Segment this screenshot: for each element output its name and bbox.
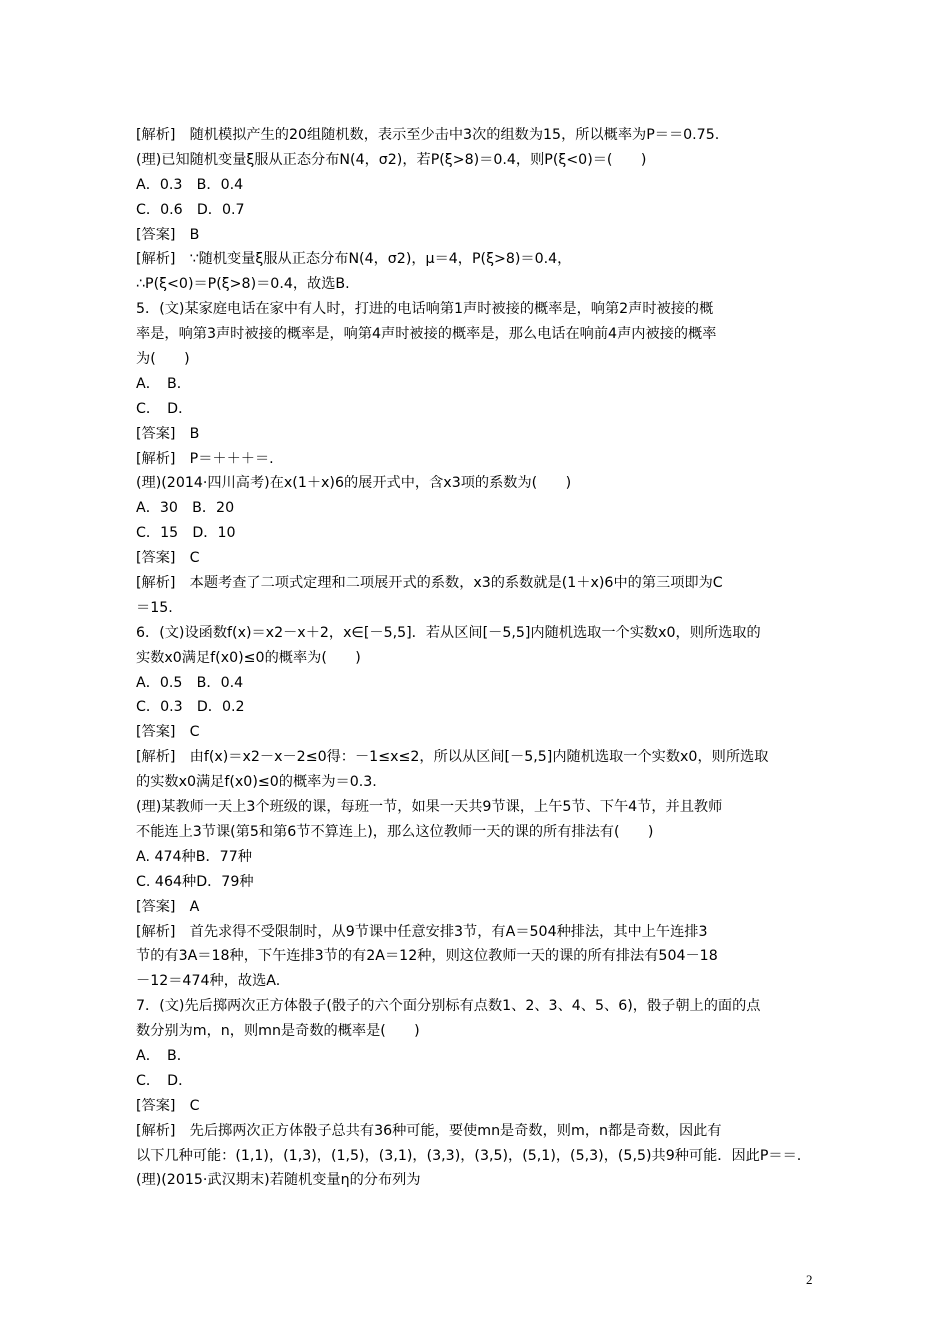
text-line: A． B． [136,375,191,392]
text-line: C． D． [136,1072,193,1089]
text-line: (理)某教师一天上3个班级的课，每班一节，如果一天共9节课，上午5节、下午4节，并且教师 [136,799,723,816]
text-line: C．0.6 D．0.7 [136,201,245,218]
text-line: A． B． [136,1047,191,1064]
text-line: 7．(文)先后掷两次正方体骰子(骰子的六个面分别标有点数1、2、3、4、5、6)，骰子朝上的面的点 [136,998,761,1015]
text-line: 的实数x0满足f(x0)≤0的概率为＝0.3. [136,774,377,791]
text-line: [答案] B [136,226,200,243]
text-line: (理)(2015·武汉期末)若随机变量η的分布列为 [136,1172,421,1189]
text-line: C． D． [136,400,193,417]
text-line: 5．(文)某家庭电话在家中有人时，打进的电话响第1声时被接的概率是，响第2声时被接的概 [136,301,714,318]
text-line: 率是，响第3声时被接的概率是，响第4声时被接的概率是，那么电话在响前4声内被接的概率 [136,326,717,343]
text-line: 实数x0满足f(x0)≤0的概率为( ) [136,649,361,666]
text-line: ＝15. [136,599,173,616]
document-body [136,123,816,1193]
text-line: [解析] 先后掷两次正方体骰子总共有36种可能，要使mn是奇数，则m，n都是奇数，因此有 [136,1122,722,1139]
text-line: [答案] C [136,550,200,567]
text-line: －12＝474种，故选A. [136,973,281,990]
text-line: 6．(文)设函数f(x)＝x2－x＋2，x∈[－5,5]．若从区间[－5,5]内随机选取一个实数x0，则所选取的 [136,624,761,641]
text-line: [解析] 本题考查了二项式定理和二项展开式的系数，x3的系数就是(1＋x)6中的第三项即为C [136,575,723,592]
page-number: 2 [806,1272,813,1287]
text-line: A. 474种B．77种 [136,848,252,865]
text-line: [答案] C [136,724,200,741]
text-line: [解析] P＝＋＋＋＝. [136,450,274,467]
text-line: (理)已知随机变量ξ服从正态分布N(4，σ2)，若P(ξ>8)＝0.4，则P(ξ<0)＝( ) [136,151,647,168]
text-line: A．0.5 B．0.4 [136,674,244,691]
text-line: [答案] A [136,898,200,915]
text-line: 为( ) [136,351,190,368]
text-line: [解析] ∵随机变量ξ服从正态分布N(4，σ2)，μ＝4，P(ξ>8)＝0.4， [136,251,572,268]
text-line: (理)(2014·四川高考)在x(1＋x)6的展开式中，含x3项的系数为( ) [136,475,572,492]
text-line: [答案] C [136,1097,200,1114]
text-line: A．0.3 B．0.4 [136,176,244,193]
text-line: ∴P(ξ<0)＝P(ξ>8)＝0.4，故选B. [136,276,350,293]
text-line: [解析] 由f(x)＝x2－x－2≤0得：－1≤x≤2，所以从区间[－5,5]内随机选取一个实数x0，则所选取 [136,749,769,766]
text-line: C．0.3 D．0.2 [136,699,245,716]
text-line: 以下几种可能：(1,1)，(1,3)，(1,5)，(3,1)，(3,3)，(3,5)，(5,1)，(5,3)，(5,5)共9种可能．因此P＝＝. [136,1147,802,1164]
text-line: A．30 B．20 [136,500,235,517]
text-line: 节的有3A＝18种，下午连排3节的有2A＝12种，则这位教师一天的课的所有排法有504－18 [136,948,718,965]
text-line: 不能连上3节课(第5和第6节不算连上)，那么这位教师一天的课的所有排法有( ) [136,823,654,840]
text-line: [解析] 首先求得不受限制时，从9节课中任意安排3节，有A＝504种排法，其中上午连排3 [136,923,708,940]
text-line: [答案] B [136,425,200,442]
text-line: C. 464种D．79种 [136,873,254,890]
text-line: C．15 D．10 [136,525,236,542]
text-line: 数分别为m，n，则mn是奇数的概率是( ) [136,1023,420,1040]
text-line: [解析] 随机模拟产生的20组随机数，表示至少击中3次的组数为15，所以概率为P＝＝0.75. [136,127,720,143]
